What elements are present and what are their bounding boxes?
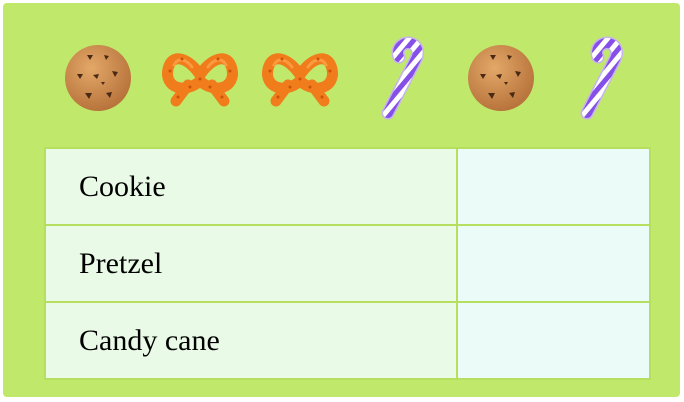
tally-cell-pretzel[interactable] <box>457 225 650 302</box>
table-row <box>45 225 650 302</box>
candy-cane-icon <box>366 31 446 121</box>
candy-cane-icon <box>565 31 645 121</box>
row-label-candy-cane: Candy cane <box>45 302 457 379</box>
tally-cell-cookie[interactable] <box>457 148 650 225</box>
row-label-pretzel: Pretzel <box>45 225 457 302</box>
item-icon-row <box>60 31 630 121</box>
pictograph-card <box>3 3 680 397</box>
tally-table <box>44 147 651 380</box>
pretzel-icon <box>160 31 240 121</box>
tally-cell-candy-cane[interactable] <box>457 302 650 379</box>
cookie-icon <box>60 31 140 121</box>
pretzel-icon <box>260 31 340 121</box>
table-row <box>45 148 650 225</box>
row-label-cookie: Cookie <box>45 148 457 225</box>
cookie-icon <box>463 31 543 121</box>
table-row <box>45 302 650 379</box>
